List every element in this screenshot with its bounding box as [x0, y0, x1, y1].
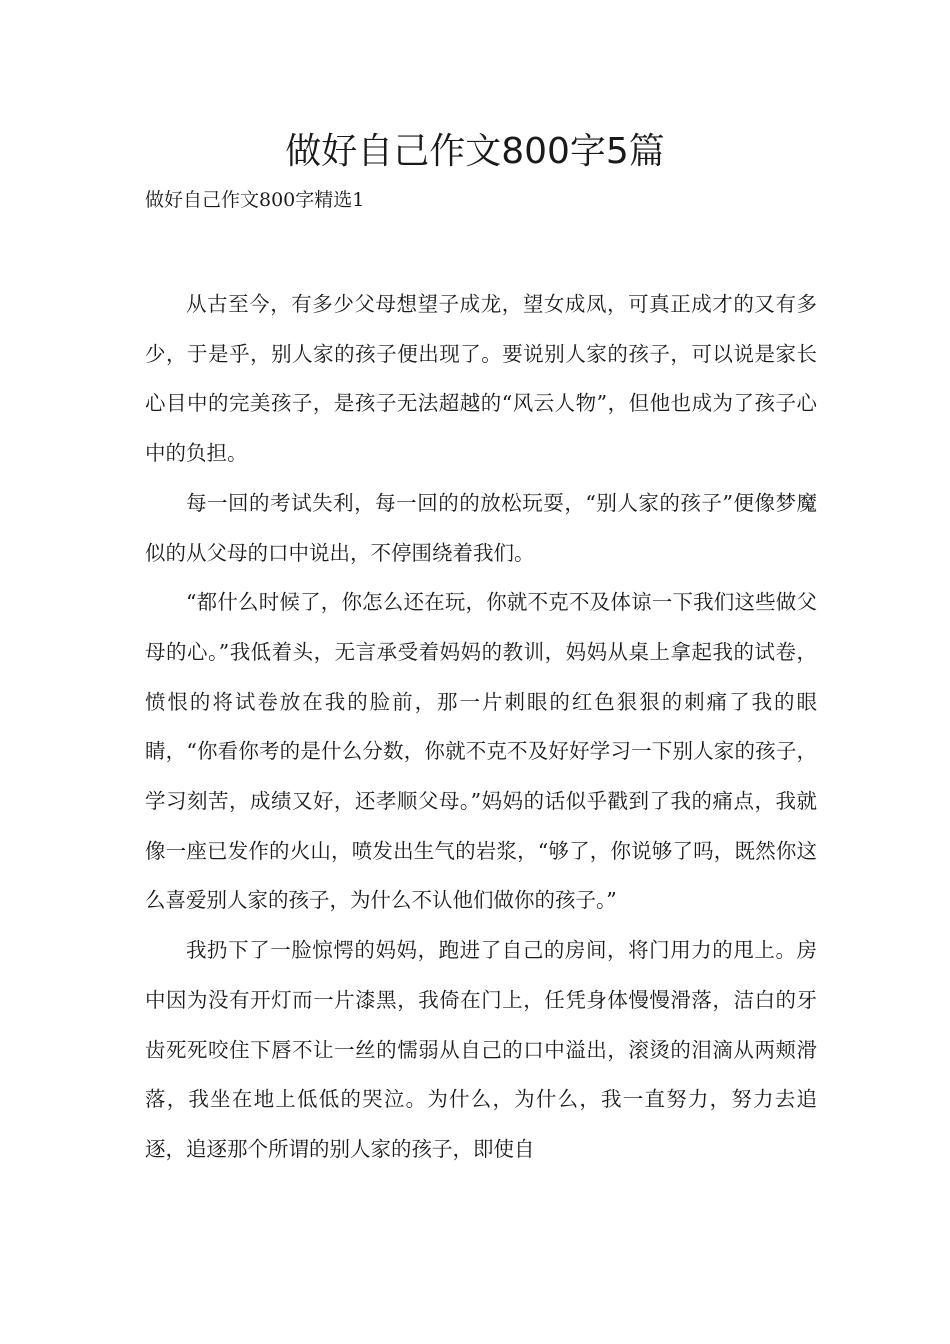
- document-body: [145, 280, 817, 1175]
- paragraph: 我扔下了一脸惊愕的妈妈，跑进了自己的房间，将门用力的甩上。房中因为没有开灯而一片漆黑，我倚在门上，任凭身体慢慢滑落，洁白的牙齿死死咬住下唇不让一丝的懦弱从自己的口中溢出，滚烫的泪滴从两颊滑落，我坐在地上低低的哭泣。为什么，为什么，我一直努力，努力去追逐，追逐那个所谓的别人家的孩子，即使自: [145, 938, 817, 1161]
- paragraph: 每一回的考试失利，每一回的的放松玩耍，“别人家的孩子”便像梦魔似的从父母的口中说出，不停围绕着我们。: [145, 490, 817, 565]
- paragraph: 从古至今，有多少父母想望子成龙，望女成凤，可真正成才的又有多少，于是乎，别人家的孩子便出现了。要说别人家的孩子，可以说是家长心目中的完美孩子，是孩子无法超越的“风云人物”，但他也成为了孩子心中的负担。: [145, 292, 817, 466]
- document-subtitle: 做好自己作文800字精选1: [145, 189, 365, 211]
- document-title: 做好自己作文800字5篇: [285, 131, 665, 172]
- paragraph: “都什么时候了，你怎么还在玩，你就不克不及体谅一下我们这些做父母的心。”我低着头，无言承受着妈妈的教训，妈妈从桌上拿起我的试卷，愤恨的将试卷放在我的脸前，那一片刺眼的红色狠狠的刺痛了我的眼睛，“你看你考的是什么分数，你就不克不及好好学习一下别人家的孩子，学习刻苦，成绩又好，还孝顺父母。”妈妈的话似乎戳到了我的痛点，我就像一座已发作的火山，喷发出生气的岩浆，“够了，你说够了吗，既然你这么喜爱别人家的孩子，为什么不认他们做你的孩子。”: [145, 590, 817, 913]
